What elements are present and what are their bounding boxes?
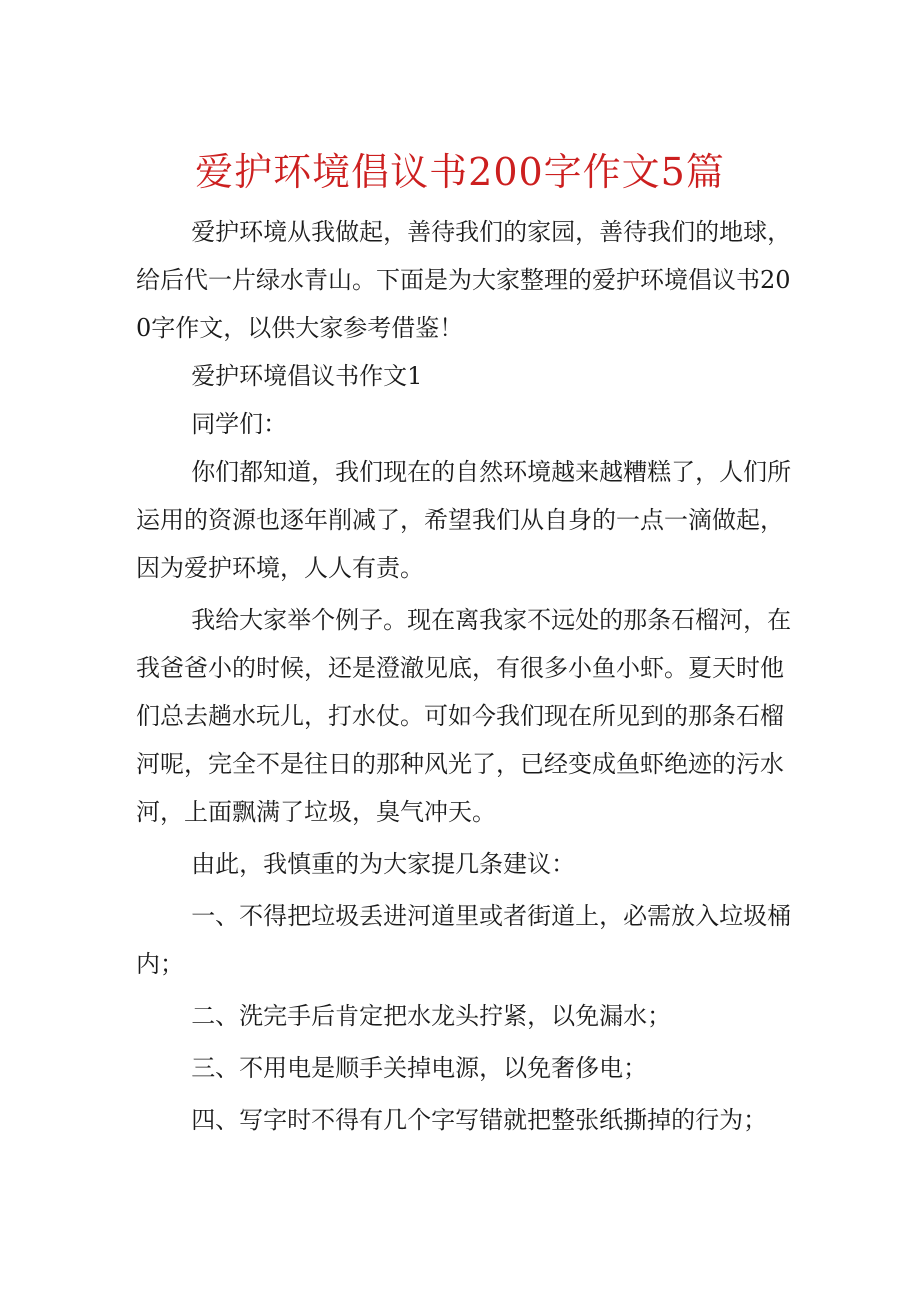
paragraph-salutation: 同学们： <box>191 410 288 438</box>
paragraph-suggestion: 二、洗完手后肯定把水龙头拧紧，以免漏水； <box>191 1002 672 1030</box>
paragraph-suggestion: 三、不用电是顺手关掉电源，以免奢侈电； <box>191 1054 648 1082</box>
document-title: 爱护环境倡议书200字作文5篇 <box>195 150 725 194</box>
paragraph-suggestion: 四、写字时不得有几个字写错就把整张纸撕掉的行为； <box>191 1106 768 1134</box>
paragraph-body: 你们都知道，我们现在的自然环境越来越糟糕了，人们所运用的资源也逐年削减了，希望我们从自身的一点一滴做起，因为爱护环境，人人有责。 <box>136 458 792 582</box>
paragraph-suggestion: 一、不得把垃圾丢进河道里或者街道上，必需放入垃圾桶内； <box>136 902 792 978</box>
paragraph-body: 由此，我慎重的为大家提几条建议： <box>191 850 576 878</box>
paragraph-body: 我给大家举个例子。现在离我家不远处的那条石榴河，在我爸爸小的时候，还是澄澈见底，有很多小鱼小虾。夏天时他们总去趟水玩儿，打水仗。可如今我们现在所见到的那条石榴河呢，完全不是往日的那种风光了，已经变成鱼虾绝迹的污水河，上面飘满了垃圾，臭气冲天。 <box>136 606 792 826</box>
paragraph-intro: 爱护环境从我做起，善待我们的家园，善待我们的地球，给后代一片绿水青山。下面是为大家整理的爱护环境倡议书200字作文，以供大家参考借鉴！ <box>136 218 792 342</box>
document-body <box>136 208 796 1144</box>
paragraph-section-heading: 爱护环境倡议书作文1 <box>191 362 423 390</box>
